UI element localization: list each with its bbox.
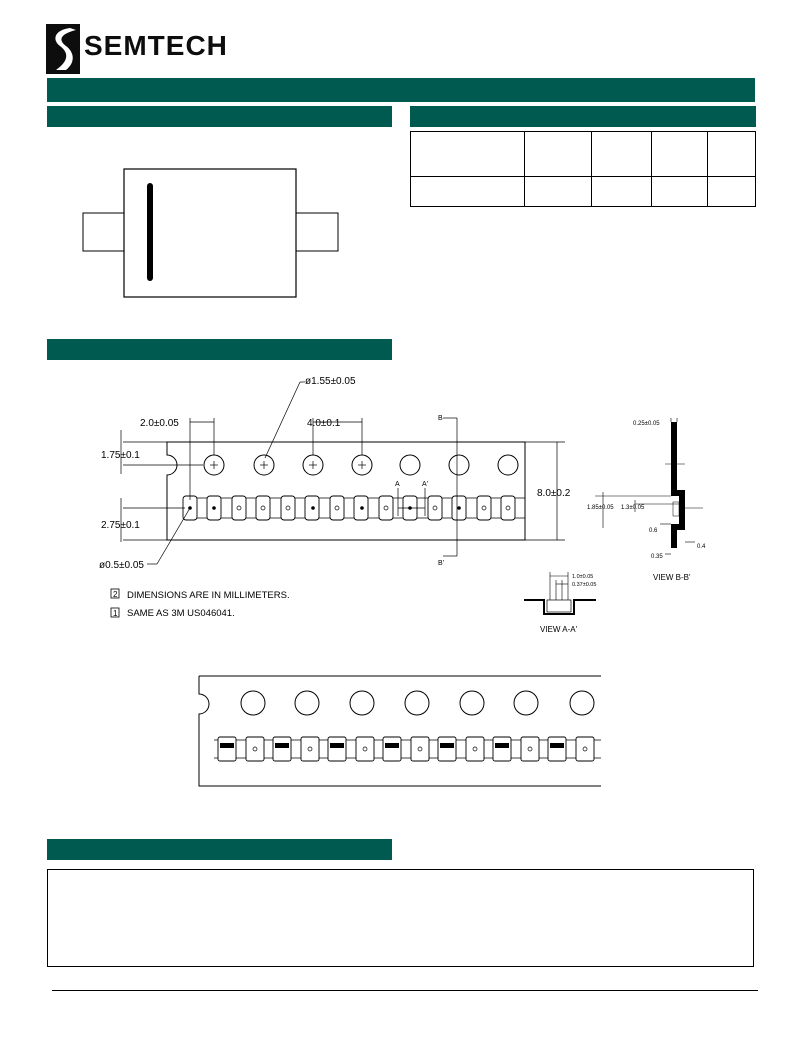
table-cell	[652, 177, 707, 207]
dim-pocket-hole: ø0.5±0.05	[99, 560, 144, 571]
section-b-label: B	[438, 415, 443, 422]
dim-hole-offset: 2.0±0.05	[140, 418, 179, 429]
section-bar-tape	[47, 339, 392, 360]
view-aa-drawing	[520, 568, 605, 640]
header-band	[47, 78, 755, 102]
package-outline-drawing	[80, 165, 342, 305]
note-1-marker: 1	[113, 609, 118, 618]
table-cell	[524, 177, 591, 207]
dim-hole-to-pocket: 2.75±0.1	[101, 520, 140, 531]
semtech-s-logo-icon	[46, 24, 80, 74]
view-aa-title: VIEW A-A'	[540, 625, 578, 634]
view-bb-drawing	[585, 412, 755, 587]
view-bb-dim-bottom: 0.35	[651, 554, 663, 560]
notes-box	[47, 869, 754, 967]
view-bb-dim-top: 0.25±0.05	[633, 421, 660, 427]
section-bar-outline	[47, 106, 392, 127]
section-a-label: A	[395, 481, 400, 488]
table-cell	[411, 132, 525, 177]
section-bar-notes	[47, 839, 392, 860]
table-cell	[524, 132, 591, 177]
dim-hole-diameter: ø1.55±0.05	[305, 376, 356, 387]
note-dimensions: DIMENSIONS ARE IN MILLIMETERS.	[127, 590, 290, 601]
spec-table	[410, 131, 756, 207]
view-bb-dim-small: 0.6	[649, 528, 658, 534]
view-aa-dim-outer: 1.0±0.05	[572, 574, 594, 580]
note-same-as-3m: SAME AS 3M US046041.	[127, 608, 235, 619]
view-bb-dim-mid: 1.3±0.05	[621, 505, 645, 511]
section-a-prime-label: A'	[422, 481, 429, 488]
table-cell	[707, 177, 755, 207]
view-bb-title: VIEW B-B'	[653, 573, 691, 582]
dim-hole-pitch: 4.0±0.1	[307, 418, 341, 429]
tape-orientation-drawing	[196, 674, 606, 790]
table-cell	[707, 132, 755, 177]
brand-name: SEMTECH	[84, 30, 228, 61]
view-aa-dim-inner: 0.37±0.05	[572, 582, 597, 588]
view-bb-dim-right: 0.4	[697, 544, 706, 550]
table-cell	[591, 132, 651, 177]
section-bar-table	[410, 106, 756, 127]
table-cell	[652, 132, 707, 177]
view-bb-dim-left: 1.85±0.05	[587, 505, 614, 511]
note-2-marker: 2	[113, 590, 118, 599]
table-cell	[591, 177, 651, 207]
footer-rule	[52, 990, 758, 991]
dim-edge-to-hole: 1.75±0.1	[101, 450, 140, 461]
table-cell	[411, 177, 525, 207]
dim-tape-width: 8.0±0.2	[537, 488, 571, 499]
section-b-prime-label: B'	[438, 560, 445, 567]
